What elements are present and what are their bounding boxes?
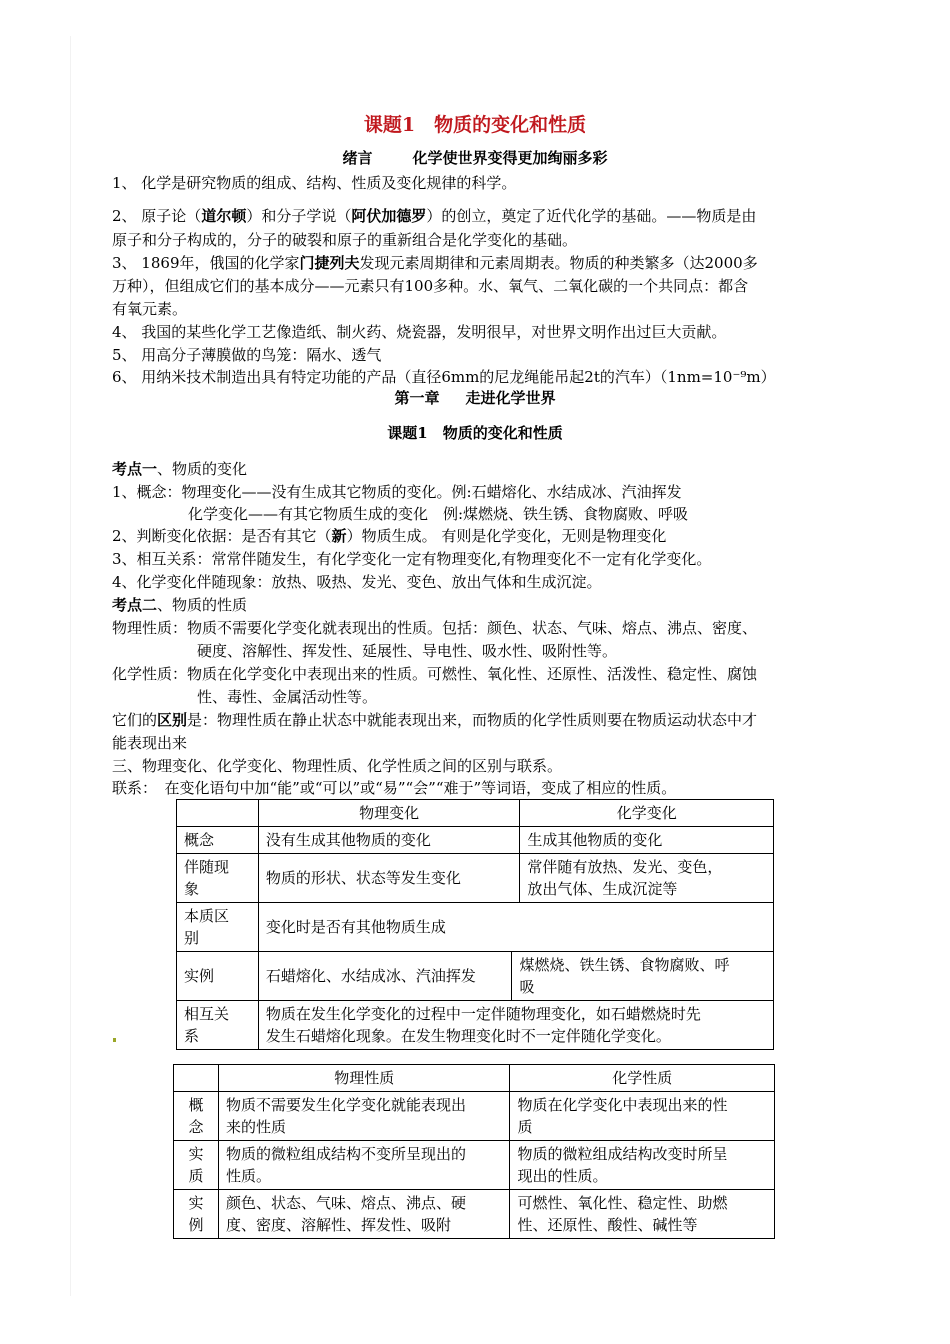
header-physical-change: 物理变化	[258, 800, 520, 827]
margin-line	[70, 36, 71, 1296]
table-row: 相互关 系 物质在发生化学变化的过程中一定伴随物理变化，如石蜡燃烧时先 发生石蜡熔化现象。在发生物理变化时不一定伴随化学变化。	[177, 1001, 774, 1050]
table-row: 实 例 颜色、状态、气味、熔点、沸点、硬 度、密度、溶解性、挥发性、吸附 可燃性、氧化性、稳定性、助燃 性、还原性、酸性、碱性等	[174, 1190, 775, 1239]
table-row: 本质区 别 变化时是否有其他物质生成	[177, 903, 774, 952]
intro-p2: 2、 原子论（道尔顿）和分子学说（阿伏加德罗）的创立，奠定了近代化学的基础。——物质是由	[112, 207, 757, 225]
intro-p3-line2: 万种），但组成它们的基本成分——元素只有100多种。水、氧气、二氧化碳的一个共同点：都含	[112, 277, 749, 295]
header-chemical-change: 化学变化	[520, 800, 774, 827]
point1-l3: 2、判断变化依据：是否有其它（新）物质生成。 有则是化学变化，无则是物理变化	[112, 527, 667, 545]
point2-chem1: 化学性质：物质在化学变化中表现出来的性质。可燃性、氧化性、还原性、活泼性、稳定性、腐蚀	[112, 665, 758, 683]
point1-l2: 化学变化——有其它物质生成的变化 例:煤燃烧、铁生锈、食物腐败、呼吸	[188, 505, 689, 523]
header-chemical-property: 化学性质	[510, 1065, 775, 1092]
intro-p6: 6、 用纳米技术制造出具有特定功能的产品（直径6mm的尼龙绳能吊起2t的汽车）（1nm=10⁻⁹m）	[112, 368, 776, 386]
point2-three: 三、物理变化、化学变化、物理性质、化学性质之间的区别与联系。	[112, 757, 563, 775]
table-row: 实例 石蜡熔化、水结成冰、汽油挥发 煤燃烧、铁生锈、食物腐败、呼 吸	[177, 952, 774, 1001]
intro-p3: 3、 1869年，俄国的化学家门捷列夫发现元素周期律和元素周期表。物质的种类繁多（达2000多	[112, 254, 758, 272]
property-comparison-table	[173, 1064, 775, 1239]
intro-p4: 4、 我国的某些化学工艺像造纸、制火药、烧瓷器，发明很早，对世界文明作出过巨大贡献。	[112, 323, 727, 341]
point1-l1: 1、概念：物理变化——没有生成其它物质的变化。例:石蜡熔化、水结成冰、汽油挥发	[112, 483, 682, 501]
point2-phys1: 物理性质：物质不需要化学变化就表现出的性质。包括：颜色、状态、气味、熔点、沸点、密度、	[112, 619, 758, 637]
stray-mark	[113, 1038, 116, 1042]
intro-heading: 绪言 化学使世界变得更加绚丽多彩	[342, 149, 608, 167]
point2-chem2: 性、毒性、金属活动性等。	[197, 688, 378, 706]
table-row	[174, 1065, 775, 1092]
point1-heading: 考点一、物质的变化	[112, 460, 248, 478]
point2-heading: 考点二、物质的性质	[112, 596, 248, 614]
intro-p5: 5、 用高分子薄膜做的鸟笼：隔水、透气	[112, 346, 382, 364]
lesson-heading: 课题1 物质的变化和性质	[387, 424, 563, 442]
intro-p3-line3: 有氧元素。	[112, 300, 188, 318]
table-row: 概 念 物质不需要发生化学变化就能表现出 来的性质 物质在化学变化中表现出来的性 质	[174, 1092, 775, 1141]
point1-l4: 3、相互关系：常常伴随发生，有化学变化一定有物理变化,有物理变化不一定有化学变化。	[112, 550, 712, 568]
table-row: 伴随现 象 物质的形状、状态等发生变化 常伴随有放热、发光、变色， 放出气体、生成沉淀等	[177, 854, 774, 903]
intro-p1: 1、 化学是研究物质的组成、结构、性质及变化规律的科学。	[112, 174, 517, 192]
table-row	[177, 800, 774, 827]
point2-diff-line2: 能表现出来	[112, 734, 188, 752]
page-title: 课题1 物质的变化和性质	[363, 114, 587, 136]
table-row: 概念 没有生成其他物质的变化 生成其他物质的变化	[177, 827, 774, 854]
point2-phys2: 硬度、溶解性、挥发性、延展性、导电性、吸水性、吸附性等。	[197, 642, 618, 660]
point2-diff: 它们的区别是：物理性质在静止状态中就能表现出来，而物质的化学性质则要在物质运动状态中才	[112, 711, 758, 729]
intro-p2-line2: 原子和分子构成的，分子的破裂和原子的重新组合是化学变化的基础。	[112, 231, 578, 249]
point1-l5: 4、化学变化伴随现象：放热、吸热、发光、变色、放出气体和生成沉淀。	[112, 573, 602, 591]
point2-link: 联系： 在变化语句中加“能”或“可以”或“易”“会”“难于”等词语，变成了相应的性质。	[112, 779, 677, 797]
table-row: 实 质 物质的微粒组成结构不变所呈现出的 性质。 物质的微粒组成结构改变时所呈 现出的性质。	[174, 1141, 775, 1190]
chapter-heading: 第一章 走进化学世界	[394, 389, 556, 407]
change-comparison-table	[176, 799, 774, 1050]
header-physical-property: 物理性质	[218, 1065, 509, 1092]
